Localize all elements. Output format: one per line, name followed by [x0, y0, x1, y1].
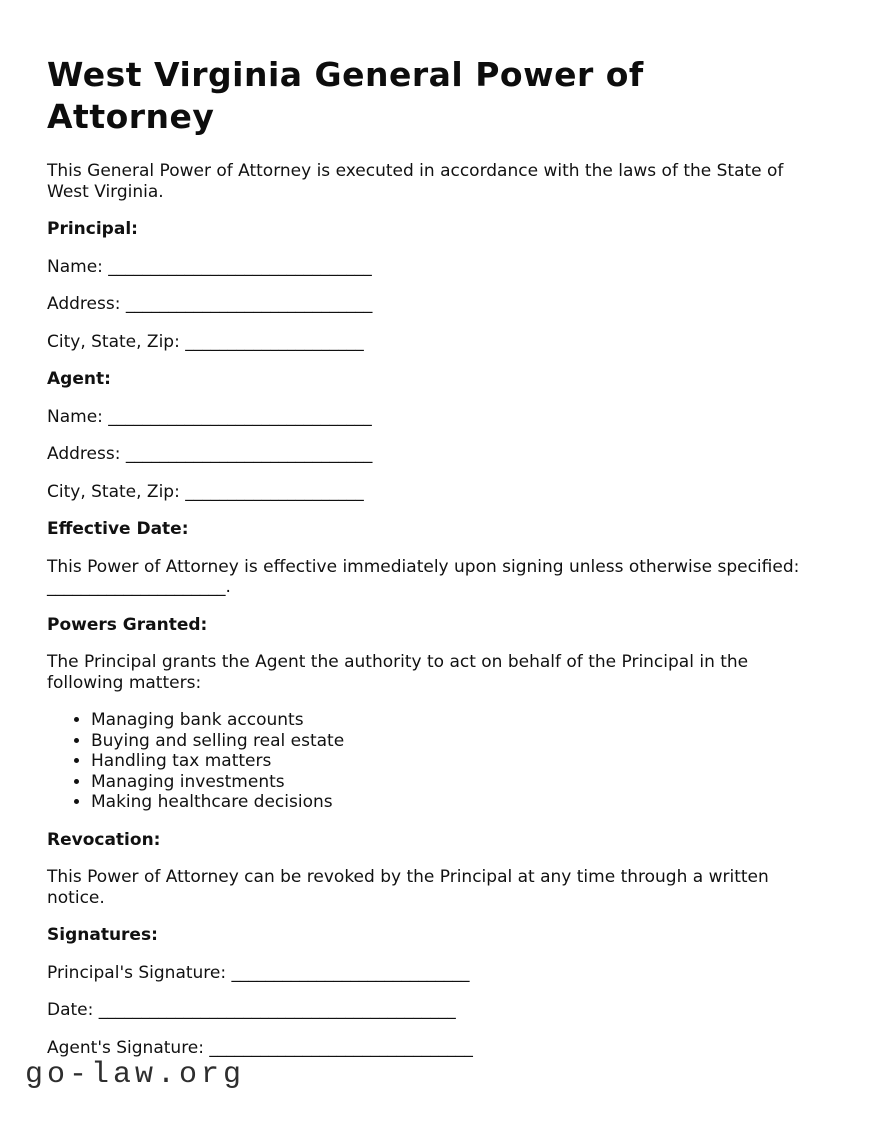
section-heading-principal: Principal: — [47, 219, 138, 239]
field-blank-date: __________________________________________ — [98, 1000, 456, 1020]
field-blank-principal-name: _______________________________ — [108, 256, 372, 277]
agent-name-line — [47, 407, 822, 428]
field-label-agent-city-state-zip: City, State, Zip: — [47, 481, 180, 502]
powers-list — [47, 710, 822, 813]
agent-address-line — [47, 444, 822, 465]
section-heading-agent: Agent: — [47, 369, 111, 389]
date-line — [47, 1000, 822, 1021]
field-label-principal-signature: Principal's Signature: — [47, 962, 227, 983]
field-label-date: Date: — [47, 1000, 94, 1020]
field-label-principal-address: Address: — [47, 294, 121, 314]
field-blank-agent-name: _______________________________ — [108, 406, 372, 427]
section-heading-effective-date: Effective Date: — [47, 519, 189, 539]
agent-city-state-zip-line — [47, 482, 822, 503]
section-heading-powers-granted: Powers Granted: — [47, 614, 208, 635]
powers-list-item: • Managing investments — [91, 772, 822, 793]
field-label-principal-name: Name: — [47, 256, 103, 277]
powers-list-item: • Managing bank accounts — [91, 710, 822, 731]
agent-signature-line — [47, 1038, 822, 1059]
principal-name-line — [47, 257, 822, 278]
field-blank-agent-signature: _______________________________ — [209, 1037, 473, 1058]
field-label-principal-city-state-zip: City, State, Zip: — [47, 331, 180, 352]
field-blank-principal-signature: ____________________________ — [231, 962, 470, 983]
revocation-paragraph: This Power of Attorney can be revoked by the Principal at any time through a written notice. — [47, 867, 769, 908]
section-heading-revocation: Revocation: — [47, 829, 161, 850]
principal-address-line — [47, 294, 822, 315]
intro-paragraph: This General Power of Attorney is executed in accordance with the laws of the State of West Virginia. — [47, 161, 784, 202]
section-heading-signatures: Signatures: — [47, 925, 158, 945]
field-blank-agent-address: _____________________________ — [125, 444, 373, 464]
field-label-agent-signature: Agent's Signature: — [47, 1037, 204, 1058]
document-title: West Virginia General Power of Attorney — [47, 55, 644, 136]
powers-list-item: • Making healthcare decisions — [91, 792, 822, 813]
principal-signature-line — [47, 963, 822, 984]
powers-granted-paragraph: The Principal grants the Agent the authority to act on behalf of the Principal in the following matters: — [47, 652, 749, 693]
field-blank-principal-city-state-zip: _____________________ — [185, 331, 364, 352]
field-blank-principal-address: _____________________________ — [125, 294, 373, 314]
footer-watermark: go-law.org — [25, 1058, 246, 1092]
field-blank-agent-city-state-zip: _____________________ — [185, 481, 364, 502]
effective-date-text: This Power of Attorney is effective immediately upon signing unless otherwise specified: — [47, 556, 800, 577]
powers-list-item: • Handling tax matters — [91, 751, 822, 772]
powers-list-item: • Buying and selling real estate — [91, 731, 822, 752]
field-label-agent-address: Address: — [47, 444, 121, 464]
principal-city-state-zip-line — [47, 332, 822, 353]
effective-date-blank: _____________________. — [47, 577, 231, 597]
effective-date-paragraph — [47, 557, 822, 598]
field-label-agent-name: Name: — [47, 406, 103, 427]
